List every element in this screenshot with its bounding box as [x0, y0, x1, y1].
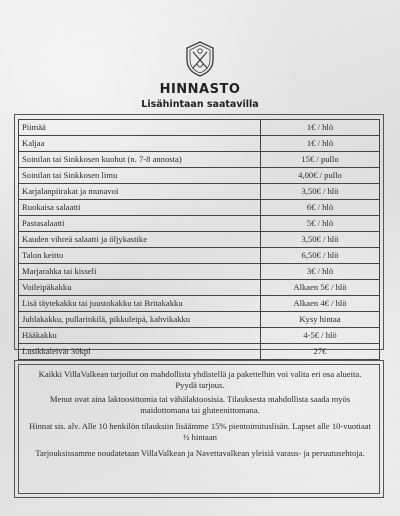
- item-price: Alkaen 5€ / hlö: [261, 280, 380, 296]
- item-name: Soinilan tai Sinkkosen kuohut (n. 7-8 annosta): [19, 152, 261, 168]
- info-paragraph-terms: Tarjouksissamme noudatetaan VillaValkean ja Navettavalkean yleisiä varaus- ja peruutusehtoja.: [35, 448, 365, 458]
- item-price: 3,50€ / hlö: [261, 184, 380, 200]
- table-row: [19, 136, 380, 152]
- item-price: 6,50€ / hlö: [261, 248, 380, 264]
- table-row: [19, 120, 380, 136]
- item-price: Kysy hintaa: [261, 312, 380, 328]
- table-row: [19, 184, 380, 200]
- item-name: Kaljaa: [19, 136, 261, 152]
- item-name: Pastasalaatti: [19, 216, 261, 232]
- item-price: 5€ / hlö: [261, 216, 380, 232]
- item-name: Karjalanpiirakat ja munavoi: [19, 184, 261, 200]
- item-name: Hääkakku: [19, 328, 261, 344]
- item-name: Ruokaisa salaatti: [19, 200, 261, 216]
- crest-emblem-icon: [184, 40, 216, 78]
- table-row: [19, 232, 380, 248]
- table-row: [19, 216, 380, 232]
- info-paragraph-prices: Hinnat sis. alv. Alle 10 henkilön tilauksiin lisäämme 15% pientoimituslisän. Lapset alle 10-vuotiaat ½ hintaan: [29, 421, 371, 442]
- item-name: Marjarahka tai kisseli: [19, 264, 261, 280]
- item-price: 3,50€ / hlö: [261, 232, 380, 248]
- item-price: 3€ / hlö: [261, 264, 380, 280]
- item-price: 1€ / hlö: [261, 120, 380, 136]
- item-price: 27€: [261, 344, 380, 360]
- info-paragraph-diet: Menut ovat aina laktoosittomia tai vähälaktoosisia. Tilauksesta mahdollista saada myös maidottomana tai gluteenittomana.: [49, 394, 351, 415]
- table-row: [19, 264, 380, 280]
- item-price: Alkaen 4€ / hlö: [261, 296, 380, 312]
- item-price: 4,00€ / pullo: [261, 168, 380, 184]
- table-row: [19, 152, 380, 168]
- item-name: Lisä täytekakku tai juustokakku tai Britakakku: [19, 296, 261, 312]
- item-name: Kauden vihreä salaatti ja öljykastike: [19, 232, 261, 248]
- table-row: [19, 200, 380, 216]
- item-price: 4-5€ / hlö: [261, 328, 380, 344]
- item-price: 1€ / hlö: [261, 136, 380, 152]
- item-name: Talon keitto: [19, 248, 261, 264]
- item-name: Juhlakakku, pullarinkilä, pikkuleipä, kahvikakku: [19, 312, 261, 328]
- table-row: [19, 328, 380, 344]
- page-subtitle: Lisähintaan saatavilla: [141, 99, 259, 110]
- table-row: [19, 312, 380, 328]
- item-name: Soinilan tai Sinkkosen limu: [19, 168, 261, 184]
- table-row: [19, 168, 380, 184]
- item-price: 6€ / hlö: [261, 200, 380, 216]
- table-row: [19, 280, 380, 296]
- price-table: [18, 119, 380, 360]
- item-price: 15€ / pullo: [261, 152, 380, 168]
- table-row: [19, 344, 380, 360]
- item-name: Piimää: [19, 120, 261, 136]
- item-name: Lusikkaleivät 30kpl: [19, 344, 261, 360]
- info-paragraph-offers: Kaikki VillaValkean tarjoilut on mahdollista yhdistellä ja pakettelhin voi valita eri osa alueita. Pyydä tarjous.: [38, 369, 362, 390]
- table-row: [19, 248, 380, 264]
- table-row: [19, 296, 380, 312]
- page-title: HINNASTO: [159, 82, 241, 97]
- item-name: Voileipäkakku: [19, 280, 261, 296]
